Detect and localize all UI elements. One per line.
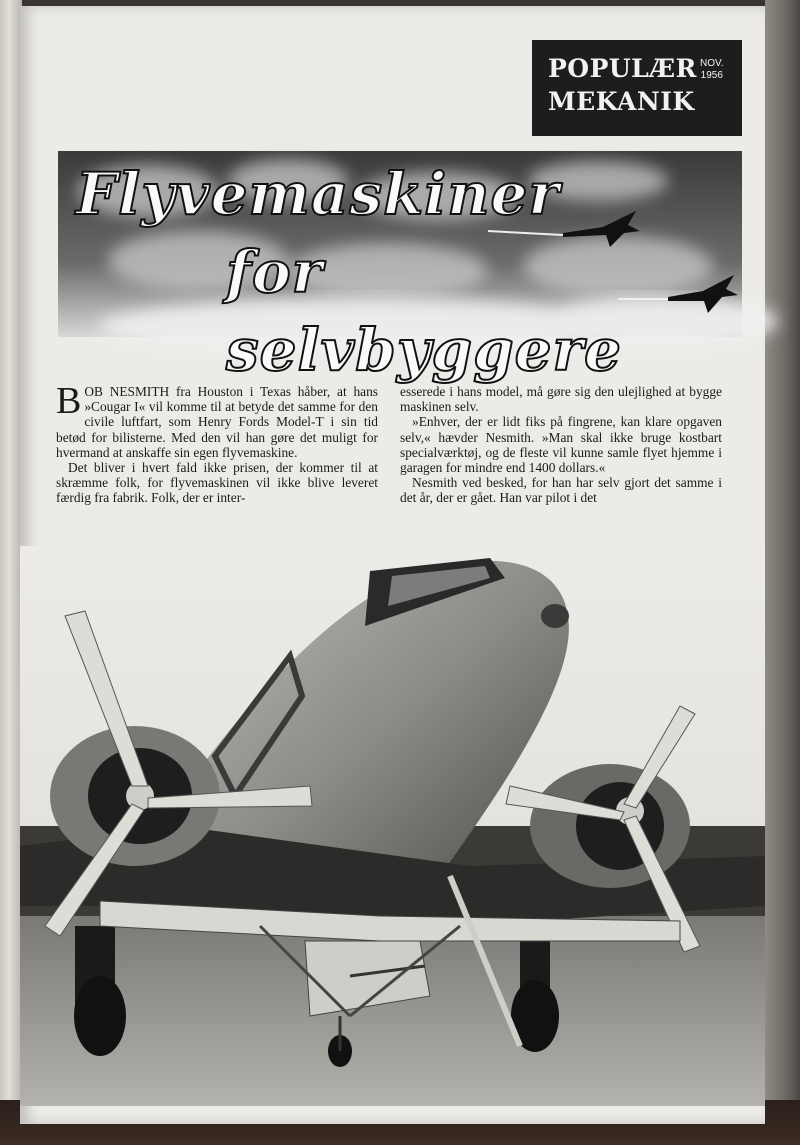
magazine-title-line2: MEKANIK — [548, 87, 695, 116]
headline-banner — [58, 151, 742, 384]
page-stack-edge — [765, 0, 800, 1100]
headline-title — [76, 155, 636, 389]
article-paragraph: Nesmith ved besked, for han har selv gjort det samme i det år, der er gået. Han var pilot i det — [400, 475, 722, 506]
article-column-left — [56, 380, 378, 506]
article-paragraph: esserede i hans model, må gøre sig den ulejlighed at bygge maskinen selv. — [400, 384, 722, 415]
magazine-page — [20, 6, 765, 1124]
article-column-right — [400, 384, 722, 506]
magazine-title — [548, 52, 697, 118]
article-paragraph: »Enhver, der er lidt fiks på fingrene, kan klare opgaven selv,« hævder Nesmith. »Man skal ikke bruge kostbart specialværktøj, og de fleste vil kunne samle flyet hjemme i garagen for mindre end 1400 dollars.« — [400, 414, 722, 476]
headline-line2: for selvbyggere — [226, 238, 623, 384]
issue-year: 1956 — [700, 70, 723, 81]
article-paragraph — [56, 380, 378, 460]
headline-line1: Flyvemaskiner — [76, 160, 560, 228]
magazine-title-line1: POPULÆR — [548, 54, 697, 83]
book-spine — [0, 0, 22, 1145]
drop-cap: B — [56, 380, 82, 422]
issue-month: NOV. — [700, 58, 724, 69]
issue-date — [700, 58, 724, 82]
paragraph-text: OB NESMITH fra Houston i Texas håber, at hans »Cougar I« vil komme til at betyde det samme for den civile luftfart, som Henry Fords Model-T i sin tid betød for bilisterne. Med den vil han gøre det muligt for hvermand at anskaffe sin egen flyvemaskine. — [56, 384, 378, 460]
masthead-logo — [532, 40, 742, 136]
article-paragraph: Det bliver i hvert fald ikke prisen, der kommer til at skræmme folk, for flyvemaskinen vil ikke blive leveret færdig fra fabrik. Folk, der er inter- — [56, 460, 378, 506]
airplane-photo — [20, 546, 765, 1106]
